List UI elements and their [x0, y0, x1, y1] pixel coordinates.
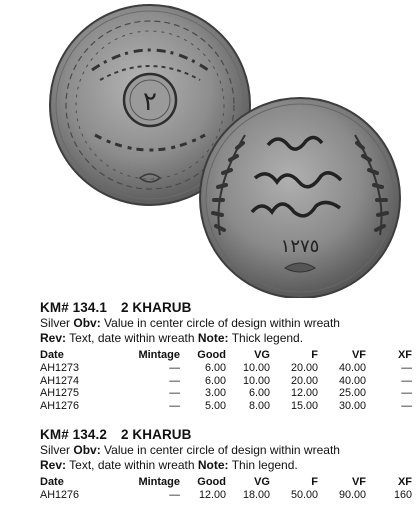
cell-good: 3.00 [204, 387, 226, 400]
column-header-vg: VG [254, 476, 270, 488]
note-text: Thin legend. [231, 458, 298, 472]
column-header-mintage: Mintage [138, 476, 180, 488]
reverse-text: Text, date within wreath [69, 331, 195, 345]
value-table [40, 475, 412, 502]
cell-good: 5.00 [204, 399, 226, 412]
cell-date: AH1276 [40, 399, 80, 412]
cell-vg: 10.00 [242, 362, 270, 375]
obverse-text: Value in center circle of design within wreath [104, 443, 340, 457]
metal: Silver [40, 443, 71, 457]
km-number: KM# 134.1 [40, 300, 107, 315]
cell-vf: 40.00 [338, 362, 366, 375]
column-header-xf: XF [397, 476, 412, 488]
cell-date: AH1275 [40, 387, 80, 400]
cell-mintage: — [169, 399, 180, 412]
obverse-label: Obv: [73, 316, 101, 330]
cell-date: AH1273 [40, 362, 80, 375]
cell-date: AH1274 [40, 374, 80, 387]
column-header-vg: VG [254, 349, 270, 361]
column-header-good: Good [197, 476, 226, 488]
column-header-vf: VF [351, 476, 366, 488]
cell-vg: 8.00 [248, 399, 270, 412]
cell-xf: 160 [393, 489, 412, 502]
cell-xf: — [401, 374, 412, 387]
cell-xf: — [401, 362, 412, 375]
table-header-row [40, 475, 412, 489]
metal: Silver [40, 316, 71, 330]
column-header-date: Date [40, 349, 64, 361]
cell-f: 20.00 [290, 362, 318, 375]
cell-vg: 10.00 [242, 374, 270, 387]
cell-f: 50.00 [290, 489, 318, 502]
column-header-f: F [311, 349, 318, 361]
cell-xf: — [401, 399, 412, 412]
column-header-f: F [311, 476, 318, 488]
cell-mintage: — [169, 387, 180, 400]
entry-description-line-2 [40, 331, 412, 346]
reverse-date: ١٢٧٥ [280, 236, 320, 257]
reverse-text: Text, date within wreath [69, 458, 195, 472]
reverse-label: Rev: [40, 458, 67, 472]
reverse-coin [200, 98, 400, 298]
catalog-entry-km-134-1 [40, 300, 412, 412]
cell-vf: 90.00 [338, 489, 366, 502]
cell-good: 6.00 [204, 374, 226, 387]
table-header-row [40, 348, 412, 362]
cell-vf: 30.00 [338, 399, 366, 412]
column-header-vf: VF [351, 349, 366, 361]
cell-xf: — [401, 387, 412, 400]
note-label: Note: [197, 458, 229, 472]
table-row [40, 489, 412, 502]
obverse-text: Value in center circle of design within wreath [104, 316, 340, 330]
cell-f: 12.00 [290, 387, 318, 400]
entry-description-line-1 [40, 443, 412, 458]
table-row [40, 362, 412, 375]
obverse-label: Obv: [73, 443, 101, 457]
entry-description-line-2 [40, 458, 412, 473]
column-header-good: Good [197, 349, 226, 361]
column-header-date: Date [40, 476, 64, 488]
cell-mintage: — [169, 374, 180, 387]
table-row [40, 387, 412, 400]
cell-vg: 18.00 [242, 489, 270, 502]
cell-f: 15.00 [290, 399, 318, 412]
column-header-xf: XF [397, 349, 412, 361]
obverse-value-numeral: ٢ [143, 87, 157, 117]
column-header-mintage: Mintage [138, 349, 180, 361]
cell-vg: 6.00 [248, 387, 270, 400]
cell-date: AH1276 [40, 489, 80, 502]
entry-heading [40, 427, 412, 443]
denomination: 2 KHARUB [120, 300, 192, 315]
note-label: Note: [197, 331, 229, 345]
cell-good: 6.00 [204, 362, 226, 375]
cell-f: 20.00 [290, 374, 318, 387]
km-number: KM# 134.2 [40, 427, 107, 442]
denomination: 2 KHARUB [120, 427, 192, 442]
table-row [40, 375, 412, 388]
value-table [40, 348, 412, 412]
cell-vf: 25.00 [338, 387, 366, 400]
cell-good: 12.00 [198, 489, 226, 502]
catalog-entry-km-134-2 [40, 427, 412, 502]
cell-mintage: — [169, 362, 180, 375]
note-text: Thick legend. [231, 331, 304, 345]
cell-mintage: — [169, 489, 180, 502]
cell-vf: 40.00 [338, 374, 366, 387]
reverse-label: Rev: [40, 331, 67, 345]
table-row [40, 400, 412, 413]
entry-heading [40, 300, 412, 316]
entry-description-line-1 [40, 316, 412, 331]
